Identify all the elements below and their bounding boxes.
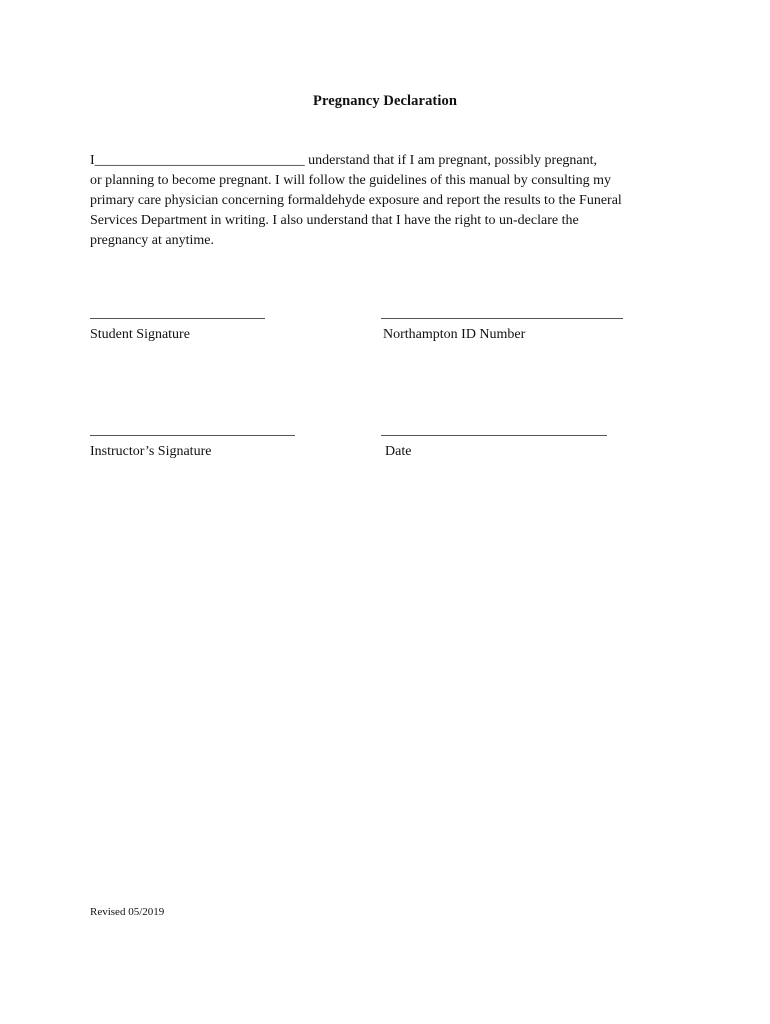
id-number-block xyxy=(381,318,623,343)
date-block xyxy=(381,435,607,460)
paragraph-line: primary care physician concerning formaldehyde exposure and report the results to the Funeral xyxy=(90,193,622,208)
date-line[interactable] xyxy=(381,435,607,436)
revision-footer: Revised 05/2019 xyxy=(90,906,165,918)
instructor-signature-block xyxy=(90,435,295,460)
paragraph-line: I______________________________ understand that if I am pregnant, possibly pregnant, xyxy=(90,153,598,168)
student-signature-block xyxy=(90,318,265,343)
instructor-signature-line[interactable] xyxy=(90,435,295,436)
paragraph-line: pregnancy at anytime. xyxy=(90,233,215,248)
id-number-label: Northampton ID Number xyxy=(383,327,526,342)
student-signature-label: Student Signature xyxy=(90,327,190,342)
declaration-paragraph xyxy=(90,151,680,251)
id-number-line[interactable] xyxy=(381,318,623,319)
instructor-signature-label: Instructor’s Signature xyxy=(90,444,212,459)
paragraph-line: Services Department in writing. I also understand that I have the right to un-declare the xyxy=(90,213,579,228)
student-signature-line[interactable] xyxy=(90,318,265,319)
paragraph-line: or planning to become pregnant. I will follow the guidelines of this manual by consulting my xyxy=(90,173,612,188)
date-label: Date xyxy=(385,444,412,459)
document-title: Pregnancy Declaration xyxy=(313,93,457,109)
